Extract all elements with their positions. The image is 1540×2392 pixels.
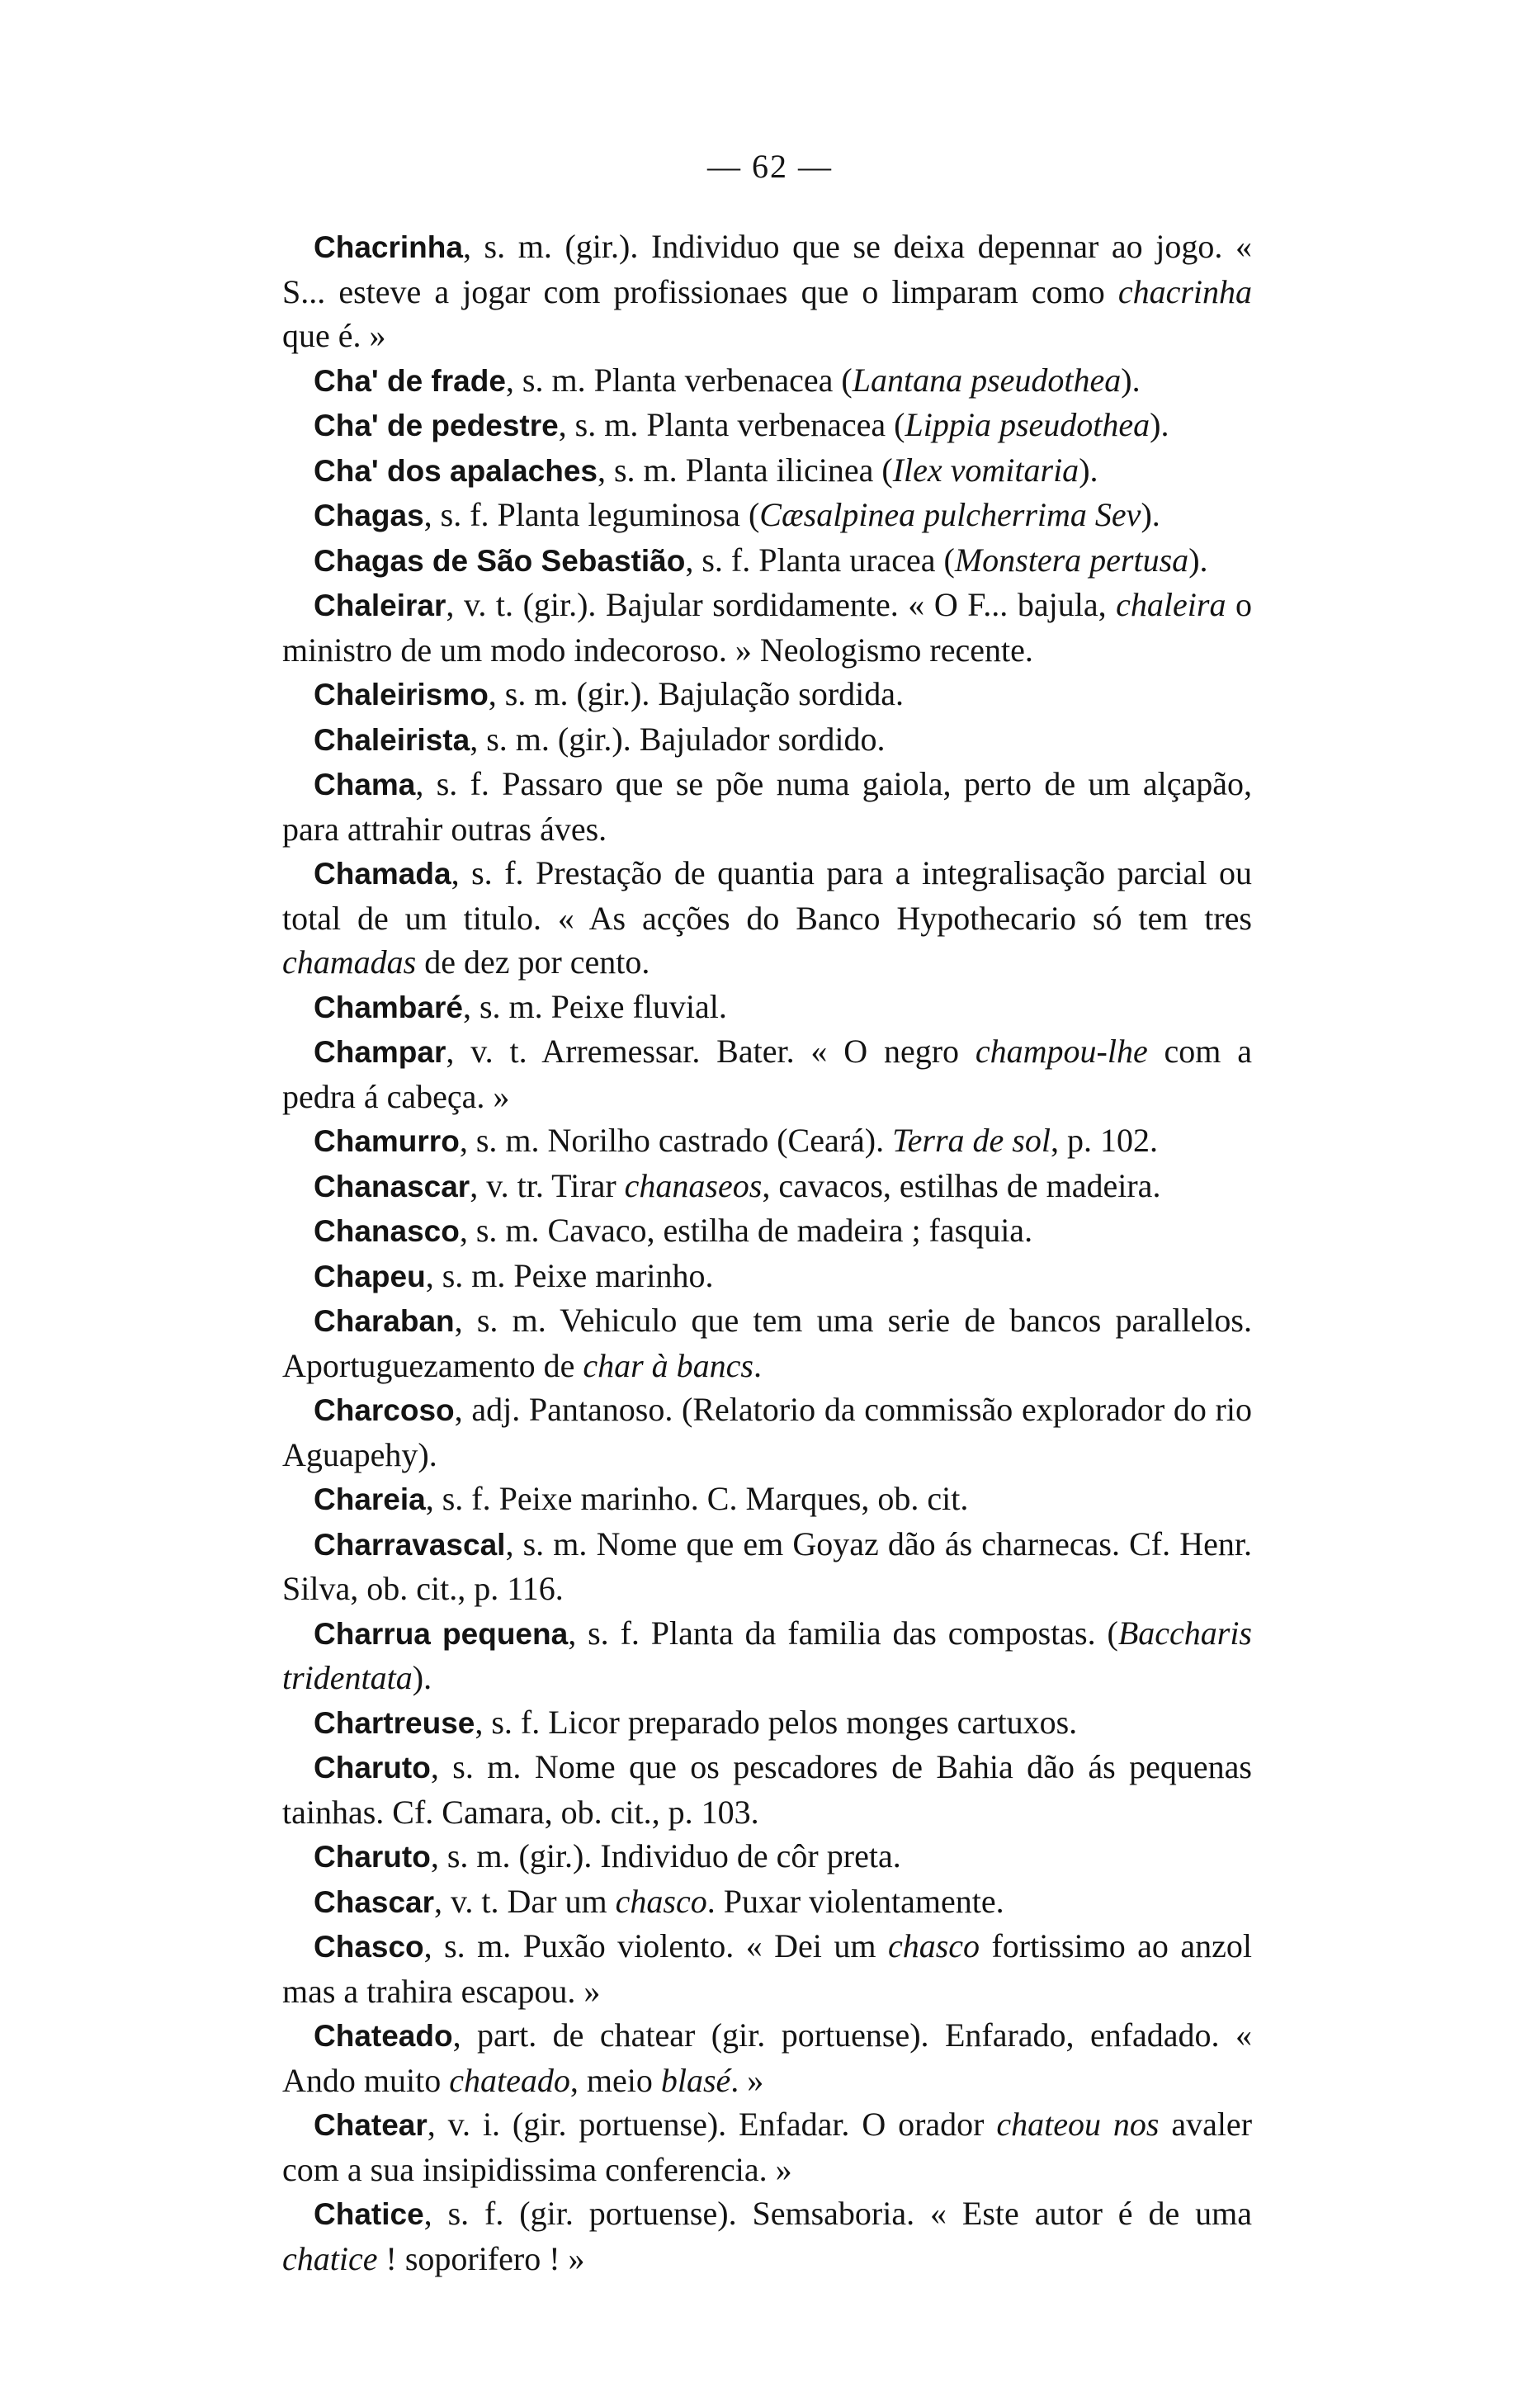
entry-chartreuse: Chartreuse, s. f. Licor preparado pelos monges cartuxos. — [314, 1703, 1078, 1741]
entry-chateado: Chateado, part. de chatear (gir. portuense). Enfarado, enfadado. « Ando muito chateado, meio blasé. » — [282, 2016, 1252, 2099]
headword: Chaleirismo — [314, 678, 489, 711]
headword: Charaban — [314, 1304, 455, 1338]
headword: Chagas de São Sebastião — [314, 543, 686, 578]
headword: Chareia — [314, 1482, 426, 1516]
headword: Cha' de frade — [314, 363, 506, 398]
entry-charrua-pequena: Charrua pequena, s. f. Planta da familia das compostas. (Baccharis tridentata). — [282, 1614, 1252, 1696]
entry-chamada: Chamada, s. f. Prestação de quantia para a integralisação parcial ou total de um titulo. « As acções do Banco Hypothecario só tem tres chamadas de dez por cento. — [282, 854, 1252, 981]
entry-champar: Champar, v. t. Arremessar. Bater. « O negro champou-lhe com a pedra á cabeça. » — [282, 1033, 1252, 1115]
headword: Chartreuse — [314, 1705, 475, 1740]
headword: Chanasco — [314, 1214, 460, 1248]
headword: Chaleirista — [314, 722, 470, 757]
headword: Cha' dos apalaches — [314, 453, 598, 488]
headword: Charcoso — [314, 1393, 455, 1427]
headword: Charrua pequena — [314, 1616, 569, 1651]
entry-chamurro: Chamurro, s. m. Norilho castrado (Ceará). Terra de sol, p. 102. — [314, 1122, 1158, 1159]
headword: Chasco — [314, 1930, 424, 1964]
entry-chanasco: Chanasco, s. m. Cavaco, estilha de madeira ; fasquia. — [314, 1212, 1033, 1249]
headword: Chaleirar — [314, 589, 446, 622]
entry-cha-de-frade: Cha' de frade, s. m. Planta verbenacea (Lantana pseudothea). — [314, 361, 1141, 399]
entry-chambare: Chambaré, s. m. Peixe fluvial. — [314, 987, 727, 1025]
headword: Chamurro — [314, 1124, 460, 1158]
headword: Charravascal — [314, 1527, 506, 1562]
headword: Charuto — [314, 1840, 431, 1874]
entry-chagas: Chagas, s. f. Planta leguminosa (Cæsalpinea pulcherrima Sev). — [314, 496, 1160, 533]
headword: Charuto — [314, 1751, 431, 1785]
headword: Chama — [314, 768, 416, 801]
headword: Champar — [314, 1035, 446, 1069]
headword: Chascar — [314, 1884, 435, 1919]
headword: Chambaré — [314, 990, 463, 1024]
headword: Cha' de pedestre — [314, 409, 559, 442]
entry-chaleirismo: Chaleirismo, s. m. (gir.). Bajulação sordida. — [314, 675, 905, 712]
headword: Chamada — [314, 857, 451, 891]
headword: Chagas — [314, 499, 424, 532]
entry-chasco: Chasco, s. m. Puxão violento. « Dei um chasco fortissimo ao anzol mas a trahira escapou. » — [282, 1927, 1253, 2010]
dictionary-entries — [282, 225, 1252, 2281]
entry-charuto-2: Charuto, s. m. (gir.). Individuo de côr preta. — [314, 1837, 901, 1874]
entry-cha-de-pedestre: Cha' de pedestre, s. m. Planta verbenacea (Lippia pseudothea). — [314, 406, 1169, 443]
entry-cha-dos-apalaches: Cha' dos apalaches, s. m. Planta ilicinea (Ilex vomitaria). — [314, 451, 1098, 489]
headword: Chatear — [314, 2108, 428, 2142]
entry-charuto-1: Charuto, s. m. Nome que os pescadores de Bahia dão ás pequenas tainhas. Cf. Camara, ob. cit., p. 103. — [282, 1748, 1252, 1831]
entry-charaban: Charaban, s. m. Vehiculo que tem uma serie de bancos parallelos. Aportuguezamento de char à bancs. — [282, 1302, 1252, 1384]
entry-chaleirar: Chaleirar, v. t. (gir.). Bajular sordidamente. « O F... bajula, chaleira o ministro de um modo indecoroso. » Neologismo recente. — [282, 586, 1252, 669]
entry-chascar: Chascar, v. t. Dar um chasco. Puxar violentamente. — [314, 1882, 1004, 1920]
entry-chama: Chama, s. f. Passaro que se põe numa gaiola, perto de um alçapão, para attrahir outras áves. — [282, 765, 1252, 848]
entry-chanascar: Chanascar, v. tr. Tirar chanaseos, cavacos, estilhas de madeira. — [314, 1166, 1161, 1204]
page-number: — 62 — — [707, 148, 833, 185]
entry-chatear: Chatear, v. i. (gir. portuense). Enfadar. O orador chateou nos avaler com a sua insipidissima conferencia. » — [282, 2106, 1253, 2188]
entry-charcoso: Charcoso, adj. Pantanoso. (Relatorio da commissão explorador do rio Aguapehy). — [282, 1391, 1252, 1473]
headword: Chacrinha — [314, 230, 463, 264]
entry-charravascal: Charravascal, s. m. Nome que em Goyaz dão ás charnecas. Cf. Henr. Silva, ob. cit., p. 116. — [282, 1525, 1252, 1607]
entry-chapeu: Chapeu, s. m. Peixe marinho. — [314, 1256, 714, 1294]
headword: Chapeu — [314, 1259, 426, 1293]
entry-chacrinha: Chacrinha, s. m. (gir.). Individuo que se deixa depennar ao jogo. « S... esteve a jogar com profissionaes que o limparam como chacrinha que é. » — [282, 228, 1252, 354]
entry-chareia: Chareia, s. f. Peixe marinho. C. Marques, ob. cit. — [314, 1480, 969, 1517]
entry-chagas-de-sao-sebastiao: Chagas de São Sebastião, s. f. Planta uracea (Monstera pertusa). — [314, 541, 1208, 579]
headword: Chatice — [314, 2197, 424, 2231]
entry-chaleirista: Chaleirista, s. m. (gir.). Bajulador sordido. — [314, 720, 886, 758]
headword: Chateado — [314, 2019, 453, 2053]
headword: Chanascar — [314, 1169, 470, 1203]
entry-chatice: Chatice, s. f. (gir. portuense). Semsaboria. « Este autor é de uma chatice ! soporifero ! » — [282, 2195, 1252, 2277]
